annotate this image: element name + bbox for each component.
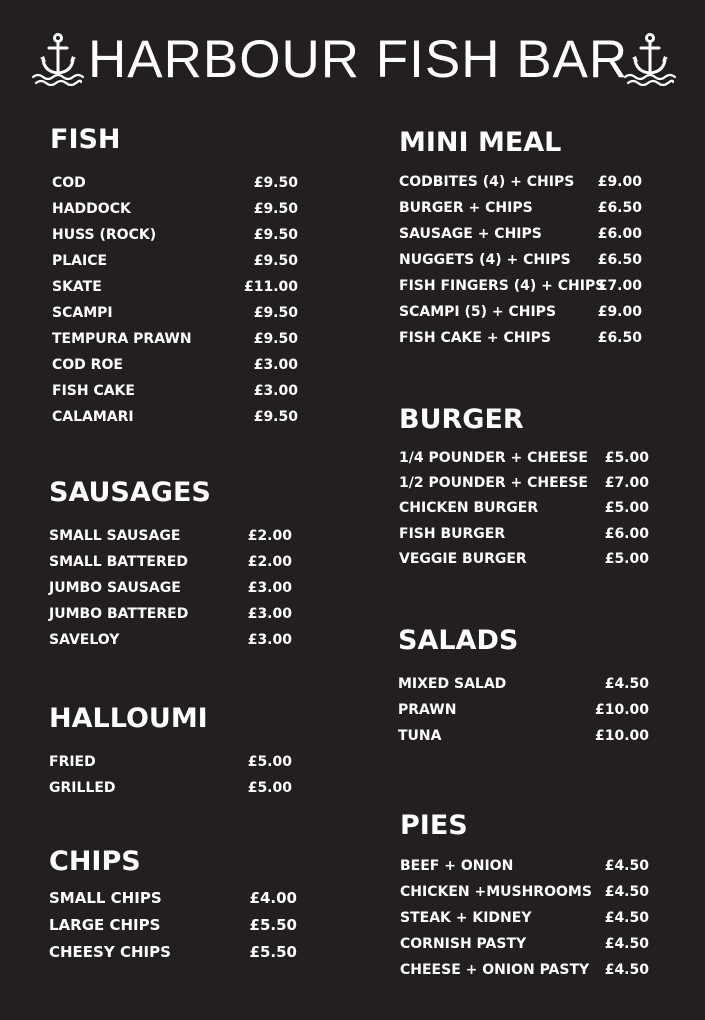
item-price: £5.00 — [247, 754, 292, 770]
item-list — [49, 749, 292, 801]
menu-item — [399, 247, 642, 273]
menu-item — [52, 352, 298, 378]
item-price: £6.50 — [597, 200, 642, 216]
item-price: £6.50 — [597, 330, 642, 346]
item-name: CALAMARI — [52, 409, 134, 425]
menu-item — [399, 195, 642, 221]
item-price: £4.50 — [604, 936, 649, 952]
item-name: TUNA — [398, 728, 442, 744]
item-name: VEGGIE BURGER — [399, 550, 527, 567]
section-sausages — [49, 477, 292, 653]
menu-item — [49, 627, 292, 653]
menu-item — [49, 912, 297, 939]
anchor-icon — [31, 32, 85, 86]
item-price: £10.00 — [594, 702, 649, 718]
page-title: HARBOUR FISH BAR — [88, 30, 629, 89]
item-list — [399, 446, 649, 572]
item-name: PRAWN — [398, 702, 457, 718]
item-price: £9.50 — [253, 175, 298, 191]
item-price: £7.00 — [604, 475, 649, 492]
item-price: £9.00 — [597, 304, 642, 320]
item-name: SMALL SAUSAGE — [49, 528, 181, 544]
item-list — [52, 170, 298, 430]
menu-item — [52, 196, 298, 222]
item-price: £6.00 — [604, 525, 649, 542]
item-price: £4.50 — [604, 858, 649, 874]
menu-item — [399, 496, 649, 521]
item-price: £9.50 — [253, 201, 298, 217]
item-price: £9.50 — [253, 409, 298, 425]
menu-item — [49, 939, 297, 966]
item-name: BURGER + CHIPS — [399, 200, 533, 216]
menu-item — [398, 697, 649, 723]
menu-item — [399, 273, 642, 299]
item-price: £5.50 — [249, 916, 297, 934]
anchor-icon — [623, 32, 677, 86]
item-price: £5.00 — [604, 500, 649, 517]
section-fish — [50, 124, 296, 430]
section-title: PIES — [400, 810, 468, 841]
item-price: £7.00 — [597, 278, 642, 294]
section-pies — [400, 810, 649, 983]
item-name: CHEESY CHIPS — [49, 943, 171, 961]
item-price: £3.00 — [247, 632, 292, 648]
item-name: HUSS (ROCK) — [52, 227, 157, 243]
item-price: £4.50 — [604, 884, 649, 900]
item-price: £9.50 — [253, 227, 298, 243]
item-name: NUGGETS (4) + CHIPS — [399, 252, 571, 268]
menu-item — [52, 378, 298, 404]
menu-item — [49, 749, 292, 775]
item-name: MIXED SALAD — [398, 676, 507, 692]
item-price: £9.50 — [253, 305, 298, 321]
item-price: £3.00 — [247, 580, 292, 596]
item-list — [400, 853, 649, 983]
section-title: MINI MEAL — [399, 127, 562, 158]
item-name: CODBITES (4) + CHIPS — [399, 174, 575, 190]
item-name: GRILLED — [49, 780, 116, 796]
item-price: £2.00 — [247, 528, 292, 544]
section-title: SALADS — [398, 625, 519, 656]
item-name: SCAMPI — [52, 305, 113, 321]
item-price: £5.50 — [249, 943, 297, 961]
section-burger — [399, 404, 649, 572]
menu-item — [52, 300, 298, 326]
menu-item — [399, 221, 642, 247]
item-name: SKATE — [52, 279, 102, 295]
menu-item — [399, 169, 642, 195]
item-name: FRIED — [49, 754, 96, 770]
item-price: £3.00 — [253, 383, 298, 399]
item-price: £11.00 — [243, 279, 298, 295]
section-title: CHIPS — [49, 846, 141, 877]
item-price: £6.50 — [597, 252, 642, 268]
item-list — [49, 523, 292, 653]
item-price: £9.50 — [253, 331, 298, 347]
menu-item — [400, 879, 649, 905]
item-name: HADDOCK — [52, 201, 131, 217]
item-price: £6.00 — [597, 226, 642, 242]
menu-item — [52, 404, 298, 430]
item-price: £9.00 — [597, 174, 642, 190]
menu-item — [399, 299, 642, 325]
item-name: SAVELOY — [49, 632, 120, 648]
item-name: JUMBO BATTERED — [49, 606, 189, 622]
item-name: STEAK + KIDNEY — [400, 910, 532, 926]
item-price: £3.00 — [253, 357, 298, 373]
menu-item — [52, 222, 298, 248]
item-name: SCAMPI (5) + CHIPS — [399, 304, 557, 320]
menu-item — [52, 170, 298, 196]
item-name: JUMBO SAUSAGE — [49, 580, 181, 596]
menu-item — [52, 274, 298, 300]
item-list — [399, 169, 642, 351]
item-name: SMALL BATTERED — [49, 554, 188, 570]
section-salads — [398, 625, 649, 749]
item-price: £9.50 — [253, 253, 298, 269]
header — [0, 28, 705, 92]
menu-item — [400, 905, 649, 931]
menu-item — [400, 853, 649, 879]
menu-item — [49, 775, 292, 801]
item-name: BEEF + ONION — [400, 858, 514, 874]
item-name: FISH BURGER — [399, 525, 506, 542]
item-price: £10.00 — [594, 728, 649, 744]
menu-item — [49, 575, 292, 601]
menu-item — [398, 671, 649, 697]
item-price: £4.50 — [604, 676, 649, 692]
item-list — [398, 671, 649, 749]
item-name: TEMPURA PRAWN — [52, 331, 192, 347]
item-price: £2.00 — [247, 554, 292, 570]
item-name: SMALL CHIPS — [49, 889, 162, 907]
section-title: SAUSAGES — [49, 477, 211, 508]
menu-item — [400, 931, 649, 957]
item-name: CHICKEN +MUSHROOMS — [400, 884, 592, 900]
section-mini-meal — [399, 127, 642, 351]
item-price: £5.00 — [247, 780, 292, 796]
item-name: FISH CAKE — [52, 383, 135, 399]
item-name: LARGE CHIPS — [49, 916, 161, 934]
menu-item — [398, 723, 649, 749]
item-name: PLAICE — [52, 253, 108, 269]
item-price: £5.00 — [604, 450, 649, 466]
item-name: FISH FINGERS (4) + CHIPS — [399, 278, 606, 294]
item-name: COD — [52, 175, 86, 191]
item-price: £5.00 — [604, 550, 649, 567]
item-price: £4.00 — [249, 889, 297, 907]
menu-item — [399, 471, 649, 496]
item-name: CHICKEN BURGER — [399, 500, 539, 517]
menu-item — [399, 446, 649, 471]
item-price: £3.00 — [247, 606, 292, 622]
menu-item — [49, 523, 292, 549]
item-name: 1/2 POUNDER + CHEESE — [399, 475, 588, 492]
item-name: FISH CAKE + CHIPS — [399, 330, 551, 346]
section-title: BURGER — [399, 404, 524, 435]
item-list — [49, 885, 297, 966]
menu-item — [49, 885, 297, 912]
section-chips — [49, 846, 297, 966]
menu-item — [399, 522, 649, 547]
section-halloumi — [49, 703, 292, 801]
item-price: £4.50 — [604, 962, 649, 978]
menu-item — [400, 957, 649, 983]
item-name: CHEESE + ONION PASTY — [400, 962, 590, 978]
menu-item — [399, 325, 642, 351]
menu-item — [52, 326, 298, 352]
menu-item — [52, 248, 298, 274]
item-name: COD ROE — [52, 357, 123, 373]
item-name: SAUSAGE + CHIPS — [399, 226, 542, 242]
item-price: £4.50 — [604, 910, 649, 926]
section-title: FISH — [50, 124, 121, 155]
section-title: HALLOUMI — [49, 703, 208, 734]
item-name: 1/4 POUNDER + CHEESE — [399, 450, 588, 466]
menu-item — [49, 549, 292, 575]
item-name: CORNISH PASTY — [400, 936, 527, 952]
menu-item — [49, 601, 292, 627]
menu-item — [399, 547, 649, 572]
